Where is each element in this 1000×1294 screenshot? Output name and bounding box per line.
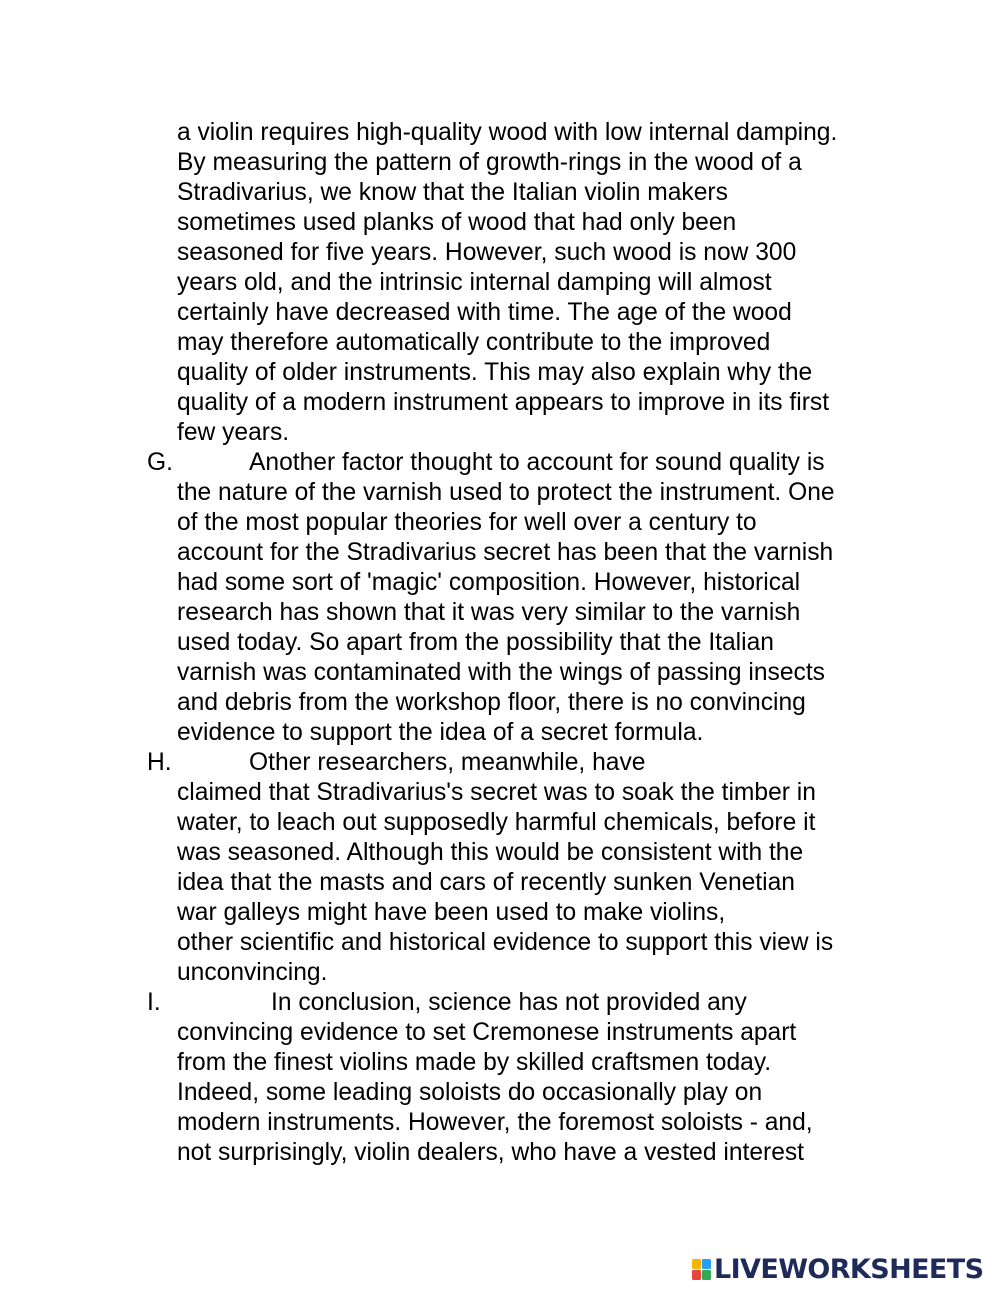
text-line: modern instruments. However, the foremost soloists - and, xyxy=(177,1109,813,1136)
text-line: Indeed, some leading soloists do occasionally play on xyxy=(177,1079,763,1106)
text-line: had some sort of 'magic' composition. However, historical xyxy=(177,569,801,596)
liveworksheets-logo-icon xyxy=(692,1259,712,1281)
text-line: seasoned for five years. However, such wood is now 300 xyxy=(177,239,797,266)
text-line: was seasoned. Although this would be consistent with the xyxy=(177,839,804,866)
text-line: convincing evidence to set Cremonese instruments apart xyxy=(177,1019,797,1046)
text-line: account for the Stradivarius secret has been that the varnish xyxy=(177,539,834,566)
text-line: varnish was contaminated with the wings of passing insects xyxy=(177,659,825,686)
text-line: evidence to support the idea of a secret formula. xyxy=(177,719,704,746)
text-line: may therefore automatically contribute to the improved xyxy=(177,329,771,356)
text-line: In conclusion, science has not provided any xyxy=(271,989,747,1016)
text-line: quality of a modern instrument appears to improve in its first xyxy=(177,389,830,416)
text-line: of the most popular theories for well over a century to xyxy=(177,509,757,536)
text-line: a violin requires high-quality wood with low internal damping. xyxy=(177,119,838,146)
text-line: years old, and the intrinsic internal damping will almost xyxy=(177,269,772,296)
text-line: unconvincing. xyxy=(177,959,328,986)
text-line: Stradivarius, we know that the Italian violin makers xyxy=(177,179,728,206)
text-line: few years. xyxy=(177,419,290,446)
text-line: sometimes used planks of wood that had only been xyxy=(177,209,737,236)
paragraph-marker-g: G. xyxy=(147,449,173,476)
text-line: idea that the masts and cars of recently sunken Venetian xyxy=(177,869,795,896)
text-line: not surprisingly, violin dealers, who have a vested interest xyxy=(177,1139,805,1166)
text-line: certainly have decreased with time. The age of the wood xyxy=(177,299,792,326)
text-line: other scientific and historical evidence to support this view is xyxy=(177,929,834,956)
text-line: the nature of the varnish used to protect the instrument. One xyxy=(177,479,835,506)
paragraph-marker-i: I. xyxy=(147,989,161,1016)
watermark-text: LIVEWORKSHEETS xyxy=(714,1254,984,1285)
text-line: By measuring the pattern of growth-rings in the wood of a xyxy=(177,149,802,176)
paragraph-marker-h: H. xyxy=(147,749,172,776)
text-line: claimed that Stradivarius's secret was to soak the timber in xyxy=(177,779,816,806)
text-line: and debris from the workshop floor, there is no convincing xyxy=(177,689,806,716)
text-line: water, to leach out supposedly harmful chemicals, before it xyxy=(177,809,816,836)
text-line: used today. So apart from the possibility that the Italian xyxy=(177,629,774,656)
text-line: Another factor thought to account for sound quality is xyxy=(249,449,825,476)
text-line: from the finest violins made by skilled craftsmen today. xyxy=(177,1049,772,1076)
text-line: research has shown that it was very similar to the varnish xyxy=(177,599,801,626)
liveworksheets-watermark xyxy=(692,1256,983,1284)
text-line: Other researchers, meanwhile, have xyxy=(249,749,646,776)
text-line: quality of older instruments. This may also explain why the xyxy=(177,359,813,386)
text-line: war galleys might have been used to make violins, xyxy=(177,899,726,926)
